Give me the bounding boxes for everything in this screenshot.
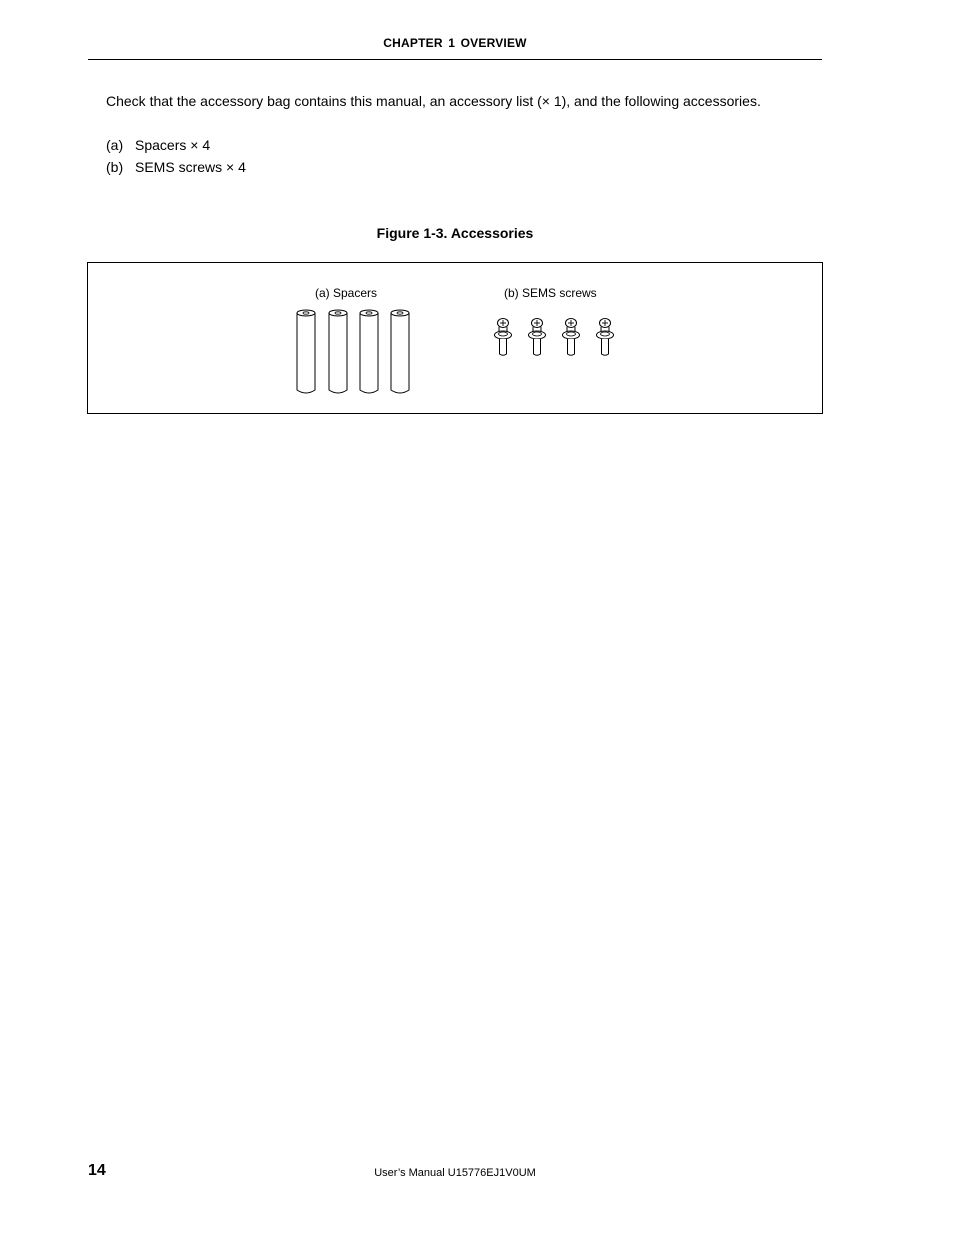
accessory-list xyxy=(106,136,246,180)
figure-caption: Figure 1-3. Accessories xyxy=(376,225,534,241)
footer-manual-id: User’s Manual U15776EJ1V0UM xyxy=(374,1167,536,1179)
screws-group xyxy=(495,319,614,356)
sems-screw-icon xyxy=(495,319,512,356)
list-item-text: SEMS screws × 4 xyxy=(135,159,246,175)
chapter-header: CHAPTER 1 OVERVIEW xyxy=(383,36,527,50)
spacer-icon xyxy=(297,310,315,393)
figure-box xyxy=(87,262,823,414)
list-item xyxy=(106,136,246,158)
spacer-icon xyxy=(329,310,347,393)
page-number: 14 xyxy=(88,1162,106,1179)
list-item xyxy=(106,158,246,180)
spacer-icon xyxy=(360,310,378,393)
sems-screw-icon xyxy=(529,319,546,356)
screws-label: (b) SEMS screws xyxy=(504,286,597,300)
list-item-mark: (a) xyxy=(106,137,124,153)
spacer-icon xyxy=(391,310,409,393)
list-item-text: Spacers × 4 xyxy=(135,137,211,153)
list-item-mark: (b) xyxy=(106,159,124,175)
spacers-group xyxy=(297,310,409,393)
spacers-label: (a) Spacers xyxy=(315,286,378,300)
accessories-illustration xyxy=(88,263,822,413)
intro-paragraph: Check that the accessory bag contains this manual, an accessory list (× 1), and the following accessories. xyxy=(106,93,761,109)
sems-screw-icon xyxy=(563,319,580,356)
header-rule xyxy=(88,59,822,60)
sems-screw-icon xyxy=(597,319,614,356)
